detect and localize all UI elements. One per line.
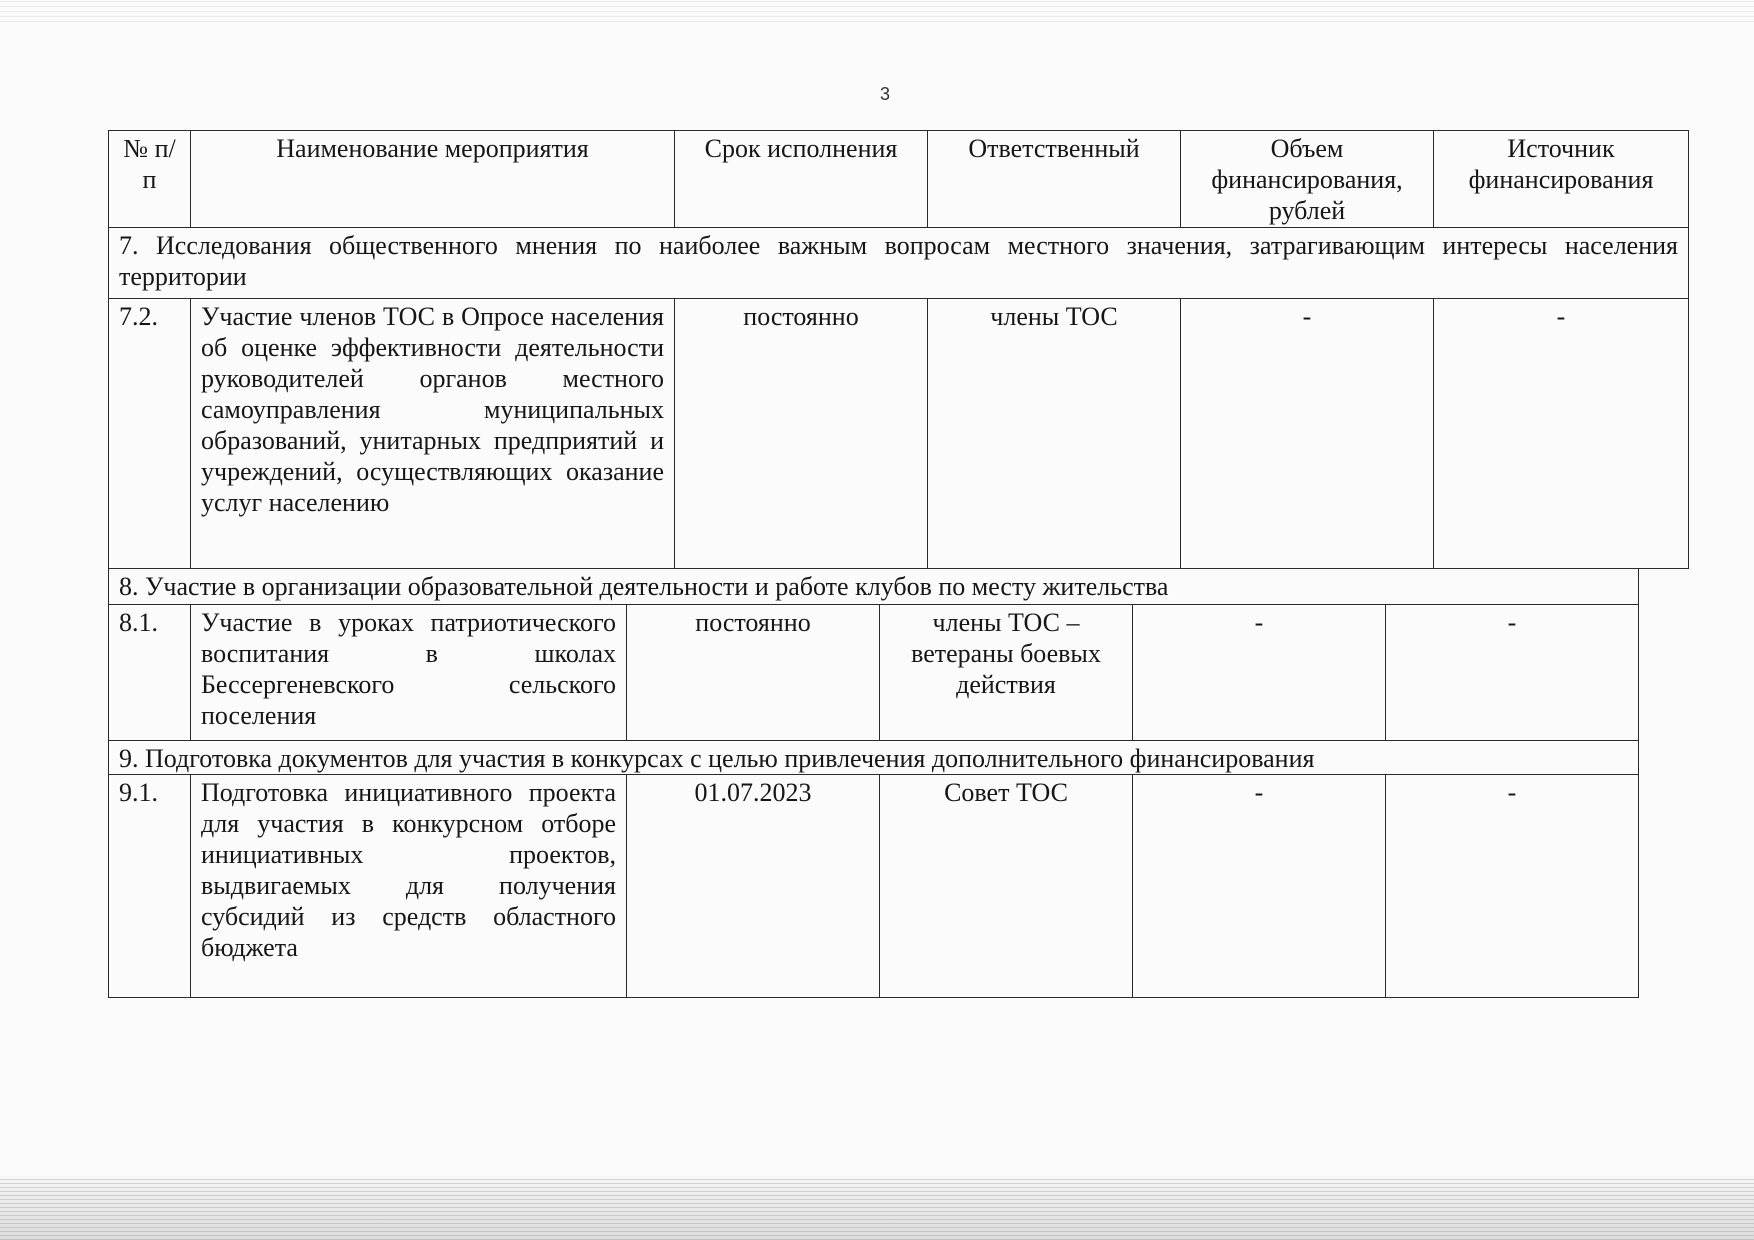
activities-table-part-1 <box>108 130 1689 569</box>
row-num: 8.1. <box>109 605 191 741</box>
row-responsible: члены ТОС – ветераны боевых действия <box>880 605 1133 741</box>
row-deadline: 01.07.2023 <box>627 775 880 998</box>
row-responsible: члены ТОС <box>928 299 1181 569</box>
section-title-8: 8. Участие в организации образовательной деятельности и работе клубов по месту жительства <box>109 569 1639 605</box>
table-row <box>109 299 1689 569</box>
table-row <box>109 605 1639 741</box>
table-row <box>109 775 1639 998</box>
row-funding-source: - <box>1386 775 1639 998</box>
row-deadline: постоянно <box>675 299 928 569</box>
page-number: 3 <box>879 84 890 104</box>
section-title-9: 9. Подготовка документов для участия в конкурсах с целью привлечения дополнительного финансирования <box>109 741 1639 775</box>
row-funding-source: - <box>1386 605 1639 741</box>
row-name: Подготовка инициативного проекта для участия в конкурсном отборе инициативных проектов, выдвигаемых для получения субсидий из средств областного бюджета <box>191 775 627 998</box>
row-name: Участие членов ТОС в Опросе населения об оценке эффективности деятельности руководителей органов местного самоуправления муниципальных образований, унитарных предприятий и учреждений, осуществляющих оказание услуг населению <box>191 299 675 569</box>
row-num: 7.2. <box>109 299 191 569</box>
header-funding-source: Источник финансирования <box>1434 131 1689 228</box>
row-num: 9.1. <box>109 775 191 998</box>
header-num: № п/п <box>109 131 191 228</box>
table-header-row <box>109 131 1689 228</box>
row-deadline: постоянно <box>627 605 880 741</box>
header-name: Наименование мероприятия <box>191 131 675 228</box>
section-row <box>109 741 1639 775</box>
row-funding-volume: - <box>1133 605 1386 741</box>
activities-table-part-2 <box>108 568 1639 998</box>
section-row <box>109 569 1639 605</box>
section-title-7: 7. Исследования общественного мнения по наиболее важным вопросам местного значения, затрагивающим интересы населения территории <box>109 228 1689 299</box>
row-funding-volume: - <box>1181 299 1434 569</box>
section-row <box>109 228 1689 299</box>
row-funding-volume: - <box>1133 775 1386 998</box>
scan-artifact-top <box>0 0 1754 22</box>
scan-artifact-bottom <box>0 1176 1754 1240</box>
row-name: Участие в уроках патриотического воспитания в школах Бессергеневского сельского поселения <box>191 605 627 741</box>
header-funding-volume: Объем финансирования, рублей <box>1181 131 1434 228</box>
row-funding-source: - <box>1434 299 1689 569</box>
header-deadline: Срок исполнения <box>675 131 928 228</box>
header-responsible: Ответственный <box>928 131 1181 228</box>
row-responsible: Совет ТОС <box>880 775 1133 998</box>
